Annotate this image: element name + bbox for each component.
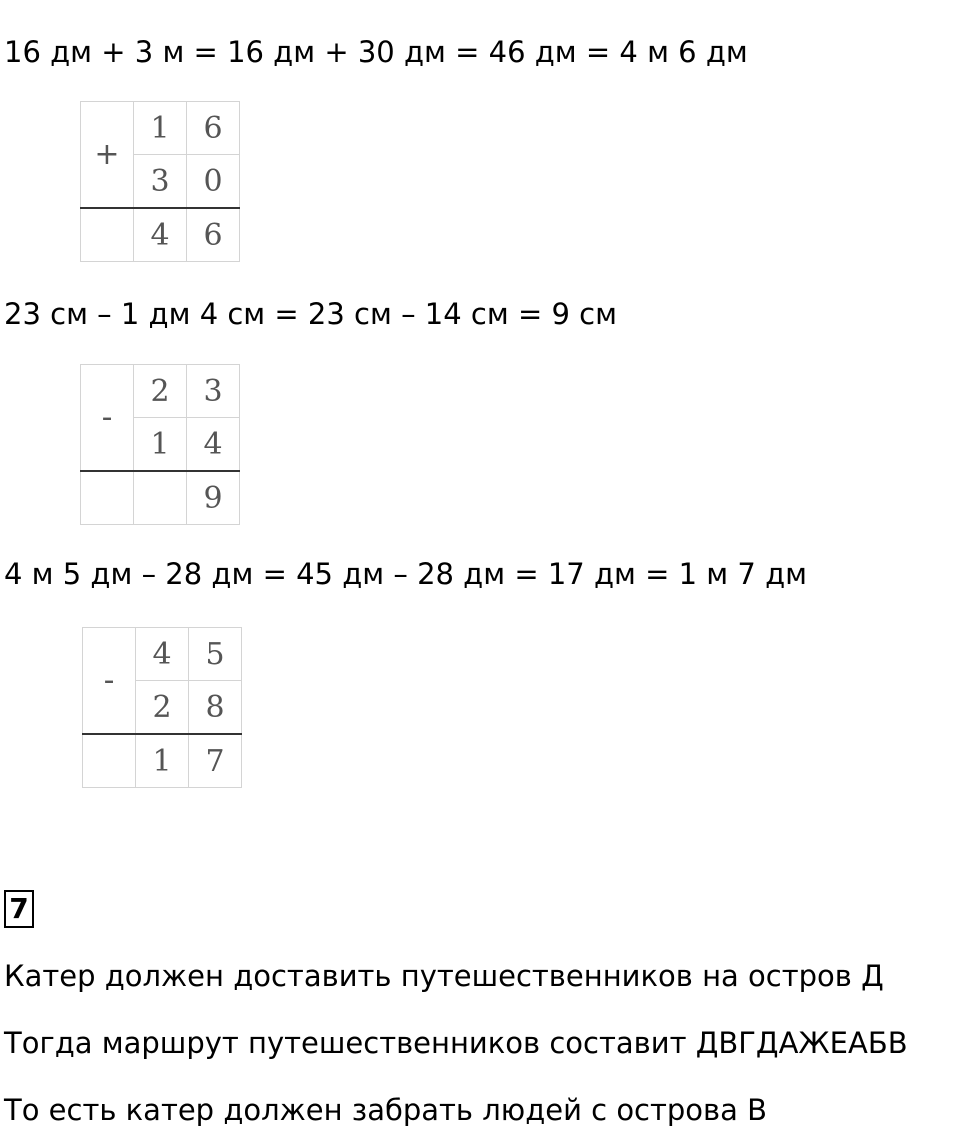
digit-cell: 3 xyxy=(187,365,240,418)
result-digit-cell: 4 xyxy=(134,208,187,262)
digit-cell: 1 xyxy=(134,418,187,472)
task-text-line-3: То есть катер должен забрать людей с острова В xyxy=(4,1093,768,1127)
operator-sign: - xyxy=(81,365,134,472)
digit-cell: 8 xyxy=(189,681,242,735)
result-digit-cell: 9 xyxy=(187,471,240,525)
digit-cell: 0 xyxy=(187,155,240,209)
equation-line-2: 23 см – 1 дм 4 см = 23 см – 14 см = 9 см xyxy=(4,297,617,331)
digit-cell: 4 xyxy=(136,628,189,681)
task-text-line-1: Катер должен доставить путешественников на остров Д xyxy=(4,959,884,993)
task-text-line-2: Тогда маршрут путешественников составит ДВГДАЖЕАБВ xyxy=(4,1026,908,1060)
digit-cell: 4 xyxy=(187,418,240,472)
equation-line-3: 4 м 5 дм – 28 дм = 45 дм – 28 дм = 17 дм = 1 м 7 дм xyxy=(4,557,807,591)
result-digit-cell: 7 xyxy=(189,734,242,788)
empty-cell xyxy=(83,734,136,788)
column-calculation-2 xyxy=(80,364,240,525)
digit-cell: 5 xyxy=(189,628,242,681)
digit-cell: 6 xyxy=(187,102,240,155)
equation-line-1: 16 дм + 3 м = 16 дм + 30 дм = 46 дм = 4 м 6 дм xyxy=(4,35,748,69)
digit-cell: 1 xyxy=(134,102,187,155)
result-digit-cell: 6 xyxy=(187,208,240,262)
operator-sign: - xyxy=(83,628,136,735)
column-calculation-1 xyxy=(80,101,240,262)
operator-sign: + xyxy=(81,102,134,209)
empty-cell xyxy=(81,471,134,525)
column-calculation-3 xyxy=(82,627,242,788)
task-number-box: 7 xyxy=(4,890,34,928)
digit-cell: 2 xyxy=(134,365,187,418)
digit-cell: 2 xyxy=(136,681,189,735)
empty-cell xyxy=(81,208,134,262)
result-digit-cell: 1 xyxy=(136,734,189,788)
result-digit-cell xyxy=(134,471,187,525)
digit-cell: 3 xyxy=(134,155,187,209)
